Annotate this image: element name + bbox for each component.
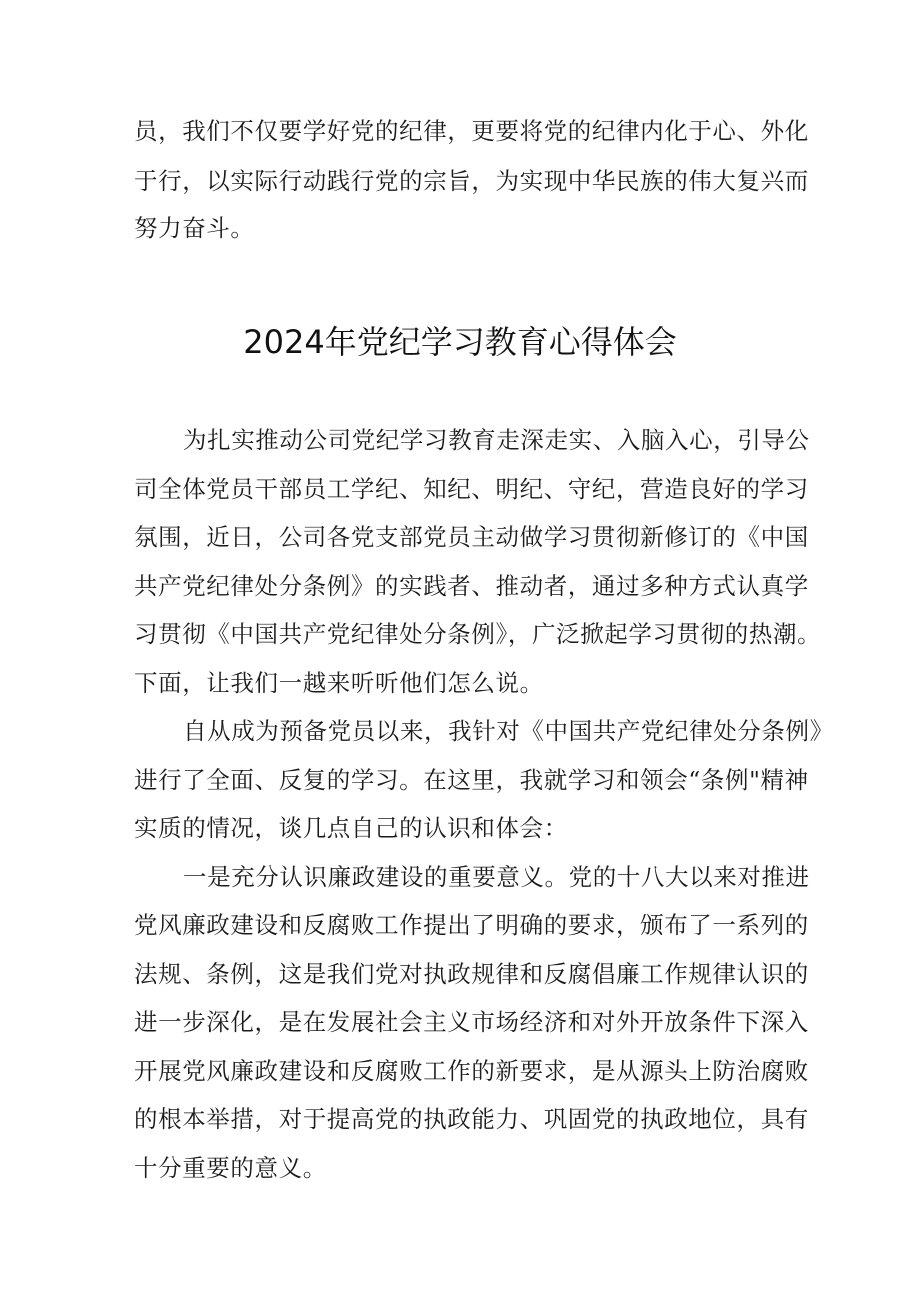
p2-line-2: 进行了全面、反复的学习。在这里，我就学习和领会“条例"精神 [134, 766, 809, 794]
p3-line-2: 党风廉政建设和反腐败工作提出了明确的要求，颁布了一系列的 [134, 911, 809, 939]
p1-line-5: 习贯彻《中国共产党纪律处分条例》，广泛掀起学习贯彻的热潮。 [134, 620, 822, 648]
p1-line-4: 共产党纪律处分条例》的实践者、推动者，通过多种方式认真学 [134, 572, 809, 600]
p3-line-5: 开展党风廉政建设和反腐败工作的新要求，是从源头上防治腐败 [134, 1057, 809, 1085]
p2-line-3: 实质的情况，谈几点自己的认识和体会： [134, 814, 568, 842]
p3-line-1: 一是充分认识廉政建设的重要意义。党的十八大以来对推进 [183, 863, 810, 891]
intro-line-3: 努力奋斗。 [134, 214, 255, 242]
p3-line-3: 法规、条例，这是我们党对执政规律和反腐倡廉工作规律认识的 [134, 960, 809, 988]
intro-line-2: 于行，以实际行动践行党的宗旨，为实现中华民族的伟大复兴而 [134, 167, 809, 195]
p1-line-3: 氛围，近日，公司各党支部党员主动做学习贯彻新修订的《中国 [134, 523, 809, 551]
intro-line-1: 员，我们不仅要学好党的纪律，更要将党的纪律内化于心、外化 [134, 117, 809, 145]
p1-line-2: 司全体党员干部员工学纪、知纪、明纪、守纪，营造良好的学习 [134, 475, 809, 503]
document-title: 2024年党纪学习教育心得体会 [243, 323, 677, 361]
p3-line-4: 进一步深化，是在发展社会主义市场经济和对外开放条件下深入 [134, 1008, 809, 1036]
p1-line-1: 为扎实推动公司党纪学习教育走深走实、入脑入心，引导公 [183, 426, 810, 454]
p3-line-6: 的根本举措，对于提高党的执政能力、巩固党的执政地位，具有 [134, 1105, 809, 1133]
p1-line-6: 下面，让我们一越来听听他们怎么说。 [134, 669, 544, 697]
p3-line-7: 十分重要的意义。 [134, 1154, 327, 1182]
p2-line-1: 自从成为预备党员以来，我针对《中国共产党纪律处分条例》 [183, 717, 834, 745]
